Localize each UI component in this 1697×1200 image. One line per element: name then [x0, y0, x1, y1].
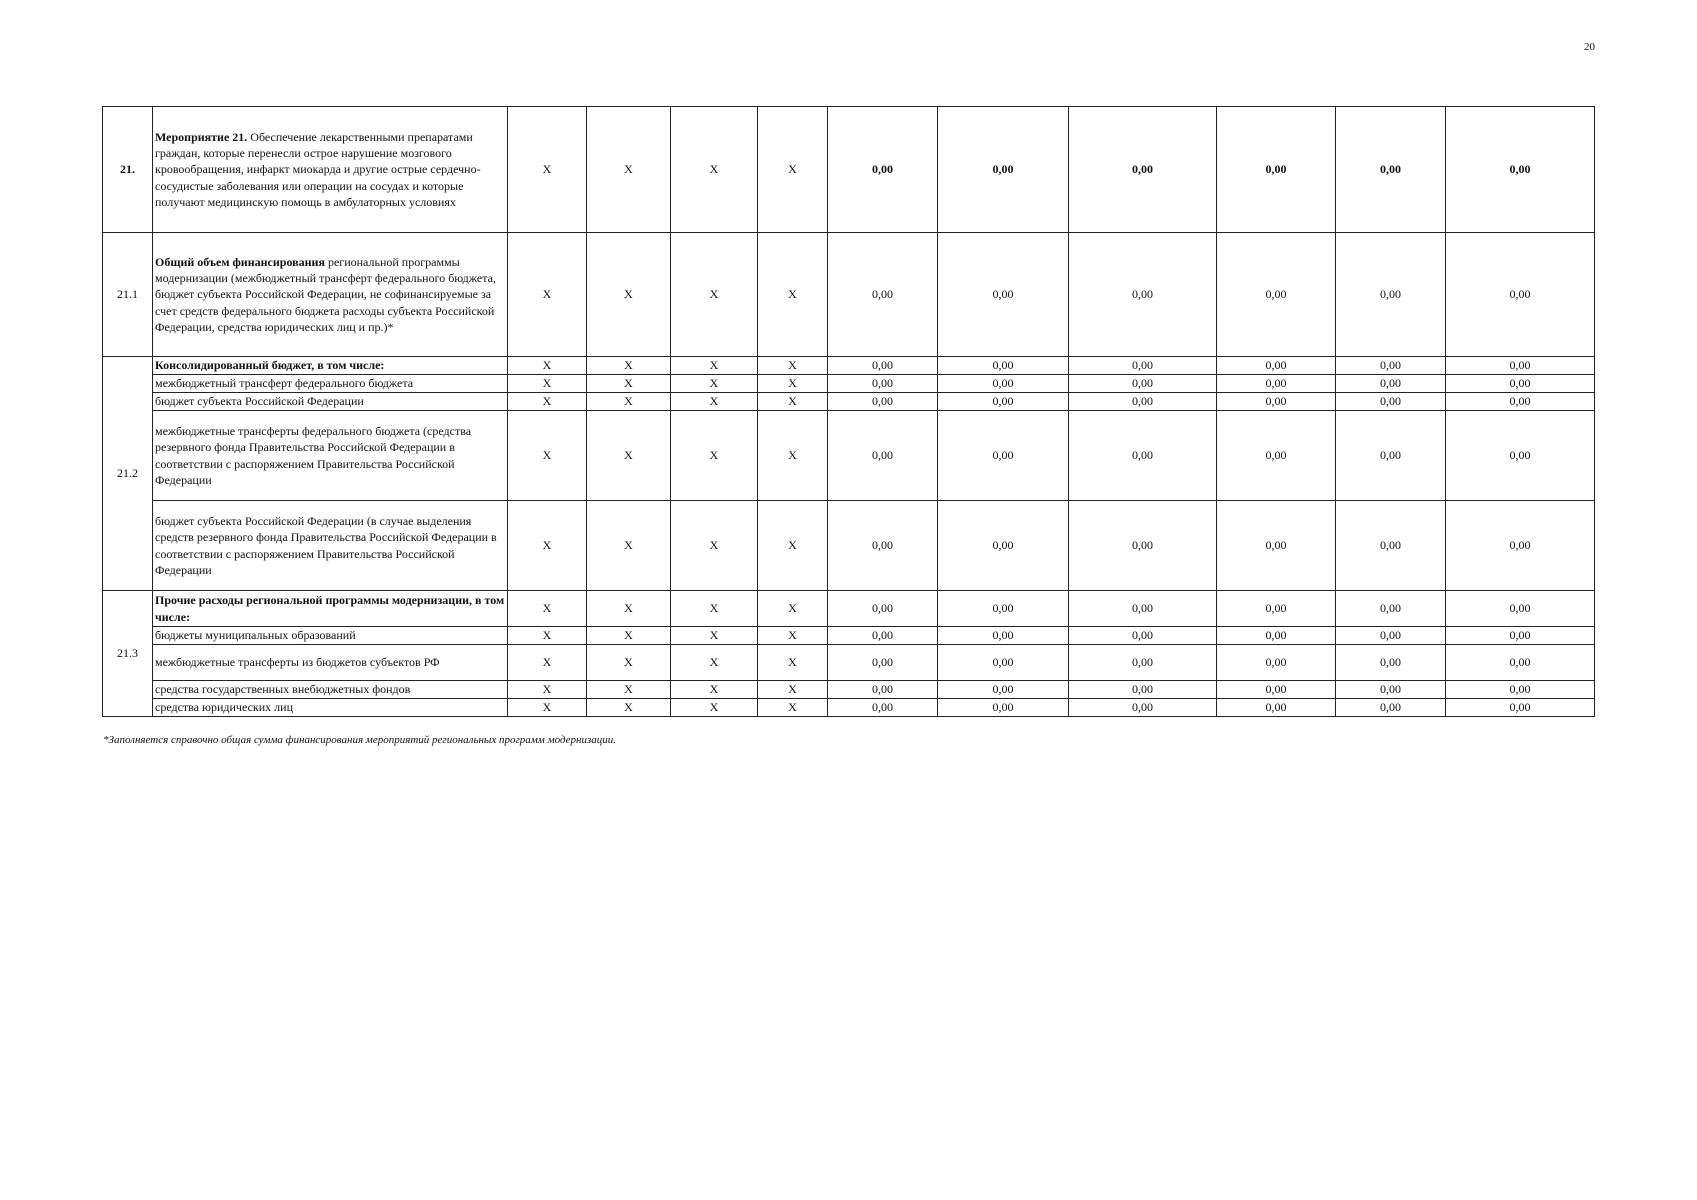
- row-description: [153, 233, 508, 357]
- value-cell: 0,00: [1446, 699, 1595, 717]
- x-cell: X: [758, 627, 828, 645]
- x-cell: X: [671, 681, 758, 699]
- row-description-text: бюджет субъекта Российской Федерации: [155, 394, 364, 409]
- value-cell: 0,00: [1217, 681, 1336, 699]
- value-cell: 0,00: [1217, 357, 1336, 375]
- row-description-text: региональной программы модернизации (межбюджетный трансферт федерального бюджета, бюджет субъекта Российской Федерации, не софинансируемые за счет средств федерального бюджета расходы субъекта Российской Федерации, средства юридических лиц и пр.)*: [155, 255, 496, 334]
- value-cell: 0,00: [938, 393, 1069, 411]
- value-cell: 0,00: [938, 681, 1069, 699]
- footnote: *Заполняется справочно общая сумма финансирования мероприятий региональных программ модернизации.: [103, 734, 617, 746]
- x-cell: X: [587, 591, 671, 627]
- x-cell: X: [671, 411, 758, 501]
- value-cell: 0,00: [1217, 375, 1336, 393]
- row-number: 21.1: [103, 233, 153, 357]
- x-cell: X: [758, 375, 828, 393]
- row-description: [153, 375, 508, 393]
- row-number: 21.2: [103, 357, 153, 591]
- value-cell: 0,00: [938, 591, 1069, 627]
- value-cell: 0,00: [1336, 591, 1446, 627]
- value-cell: 0,00: [1446, 411, 1595, 501]
- x-cell: X: [758, 393, 828, 411]
- x-cell: X: [508, 645, 587, 681]
- x-cell: X: [508, 411, 587, 501]
- value-cell: 0,00: [1217, 591, 1336, 627]
- financing-table: [102, 106, 1595, 717]
- value-cell: 0,00: [1446, 357, 1595, 375]
- row-description: [153, 699, 508, 717]
- x-cell: X: [671, 375, 758, 393]
- x-cell: X: [587, 645, 671, 681]
- value-cell: 0,00: [1336, 233, 1446, 357]
- x-cell: X: [758, 233, 828, 357]
- value-cell: 0,00: [938, 411, 1069, 501]
- value-cell: 0,00: [828, 107, 938, 233]
- table-row: [103, 699, 1595, 717]
- x-cell: X: [671, 591, 758, 627]
- x-cell: X: [508, 233, 587, 357]
- value-cell: 0,00: [1069, 699, 1217, 717]
- value-cell: 0,00: [938, 645, 1069, 681]
- value-cell: 0,00: [828, 357, 938, 375]
- value-cell: 0,00: [1217, 501, 1336, 591]
- row-description-text: межбюджетные трансферты из бюджетов субъектов РФ: [155, 655, 440, 670]
- row-description-text: Обеспечение лекарственными препаратами граждан, которые перенесли острое нарушение мозгового кровообращения, инфаркт миокарда и другие острые сердечно-сосудистые заболевания или операции на сосудах и которые получают медицинскую помощь в амбулаторных условиях: [155, 130, 481, 209]
- value-cell: 0,00: [828, 375, 938, 393]
- row-description: [153, 681, 508, 699]
- x-cell: X: [587, 681, 671, 699]
- value-cell: 0,00: [828, 699, 938, 717]
- value-cell: 0,00: [1336, 375, 1446, 393]
- x-cell: X: [587, 357, 671, 375]
- table-row: [103, 645, 1595, 681]
- table-row: [103, 375, 1595, 393]
- x-cell: X: [671, 357, 758, 375]
- value-cell: 0,00: [938, 501, 1069, 591]
- table-row: [103, 591, 1595, 627]
- x-cell: X: [671, 233, 758, 357]
- table-row: [103, 627, 1595, 645]
- table-row: [103, 393, 1595, 411]
- row-description-bold: Мероприятие 21.: [155, 130, 248, 145]
- value-cell: 0,00: [1069, 591, 1217, 627]
- row-description: [153, 357, 508, 375]
- row-description-text: межбюджетный трансферт федерального бюджета: [155, 376, 414, 391]
- value-cell: 0,00: [938, 375, 1069, 393]
- table-row: [103, 233, 1595, 357]
- x-cell: X: [587, 699, 671, 717]
- x-cell: X: [587, 375, 671, 393]
- page-number: 20: [1584, 41, 1595, 53]
- value-cell: 0,00: [1217, 627, 1336, 645]
- value-cell: 0,00: [828, 591, 938, 627]
- row-description-bold: Общий объем финансирования: [155, 255, 325, 270]
- row-description-text: бюджеты муниципальных образований: [155, 628, 356, 643]
- table-row: [103, 107, 1595, 233]
- value-cell: 0,00: [1069, 501, 1217, 591]
- value-cell: 0,00: [828, 501, 938, 591]
- x-cell: X: [508, 501, 587, 591]
- value-cell: 0,00: [1446, 107, 1595, 233]
- value-cell: 0,00: [1069, 411, 1217, 501]
- x-cell: X: [508, 681, 587, 699]
- x-cell: X: [758, 681, 828, 699]
- table-row: [103, 357, 1595, 375]
- value-cell: 0,00: [1336, 393, 1446, 411]
- x-cell: X: [508, 375, 587, 393]
- value-cell: 0,00: [1336, 627, 1446, 645]
- x-cell: X: [758, 357, 828, 375]
- x-cell: X: [671, 501, 758, 591]
- x-cell: X: [508, 699, 587, 717]
- value-cell: 0,00: [1069, 393, 1217, 411]
- x-cell: X: [671, 393, 758, 411]
- x-cell: X: [587, 107, 671, 233]
- row-number: 21.3: [103, 591, 153, 717]
- value-cell: 0,00: [938, 699, 1069, 717]
- value-cell: 0,00: [1217, 233, 1336, 357]
- value-cell: 0,00: [1446, 501, 1595, 591]
- table-row: [103, 681, 1595, 699]
- table-row: [103, 501, 1595, 591]
- x-cell: X: [758, 107, 828, 233]
- row-description-text: бюджет субъекта Российской Федерации (в случае выделения средств резервного фонда Правительства Российской Федерации в соответствии с распоряжением Правительства Российской Федерации: [155, 514, 497, 577]
- row-description: [153, 645, 508, 681]
- value-cell: 0,00: [828, 411, 938, 501]
- value-cell: 0,00: [1446, 393, 1595, 411]
- value-cell: 0,00: [828, 681, 938, 699]
- value-cell: 0,00: [1446, 591, 1595, 627]
- row-description-bold: Прочие расходы региональной программы модернизации, в том числе:: [155, 593, 505, 624]
- x-cell: X: [758, 411, 828, 501]
- value-cell: 0,00: [1217, 699, 1336, 717]
- row-description-text: средства государственных внебюджетных фондов: [155, 682, 411, 697]
- row-number: 21.: [103, 107, 153, 233]
- row-description-text: средства юридических лиц: [155, 700, 293, 715]
- value-cell: 0,00: [1069, 357, 1217, 375]
- value-cell: 0,00: [1336, 501, 1446, 591]
- value-cell: 0,00: [1336, 645, 1446, 681]
- x-cell: X: [671, 627, 758, 645]
- row-description: [153, 591, 508, 627]
- x-cell: X: [758, 699, 828, 717]
- x-cell: X: [758, 591, 828, 627]
- value-cell: 0,00: [938, 107, 1069, 233]
- value-cell: 0,00: [828, 233, 938, 357]
- value-cell: 0,00: [1069, 645, 1217, 681]
- value-cell: 0,00: [1336, 357, 1446, 375]
- value-cell: 0,00: [1069, 233, 1217, 357]
- row-description-text: межбюджетные трансферты федерального бюджета (средства резервного фонда Правительства Российской Федерации в соответствии с распоряжением Правительства Российской Федерации: [155, 424, 472, 487]
- x-cell: X: [671, 107, 758, 233]
- value-cell: 0,00: [1336, 411, 1446, 501]
- x-cell: X: [508, 357, 587, 375]
- value-cell: 0,00: [1446, 645, 1595, 681]
- value-cell: 0,00: [1446, 375, 1595, 393]
- x-cell: X: [587, 501, 671, 591]
- x-cell: X: [587, 393, 671, 411]
- x-cell: X: [587, 627, 671, 645]
- row-description: [153, 627, 508, 645]
- x-cell: X: [508, 393, 587, 411]
- table-body: [103, 107, 1595, 717]
- table-row: [103, 411, 1595, 501]
- row-description: [153, 501, 508, 591]
- x-cell: X: [758, 645, 828, 681]
- x-cell: X: [508, 627, 587, 645]
- x-cell: X: [758, 501, 828, 591]
- value-cell: 0,00: [1217, 107, 1336, 233]
- value-cell: 0,00: [1336, 107, 1446, 233]
- x-cell: X: [508, 591, 587, 627]
- row-description: [153, 107, 508, 233]
- value-cell: 0,00: [1069, 627, 1217, 645]
- value-cell: 0,00: [938, 233, 1069, 357]
- value-cell: 0,00: [1446, 681, 1595, 699]
- value-cell: 0,00: [938, 357, 1069, 375]
- value-cell: 0,00: [828, 393, 938, 411]
- row-description-bold: Консолидированный бюджет, в том числе:: [155, 358, 385, 373]
- x-cell: X: [508, 107, 587, 233]
- value-cell: 0,00: [1069, 375, 1217, 393]
- value-cell: 0,00: [1446, 627, 1595, 645]
- value-cell: 0,00: [1217, 411, 1336, 501]
- x-cell: X: [587, 233, 671, 357]
- value-cell: 0,00: [1069, 107, 1217, 233]
- row-description: [153, 411, 508, 501]
- value-cell: 0,00: [938, 627, 1069, 645]
- value-cell: 0,00: [1217, 645, 1336, 681]
- value-cell: 0,00: [828, 645, 938, 681]
- row-description: [153, 393, 508, 411]
- x-cell: X: [671, 699, 758, 717]
- value-cell: 0,00: [1336, 681, 1446, 699]
- x-cell: X: [587, 411, 671, 501]
- x-cell: X: [671, 645, 758, 681]
- value-cell: 0,00: [828, 627, 938, 645]
- value-cell: 0,00: [1217, 393, 1336, 411]
- value-cell: 0,00: [1336, 699, 1446, 717]
- value-cell: 0,00: [1446, 233, 1595, 357]
- value-cell: 0,00: [1069, 681, 1217, 699]
